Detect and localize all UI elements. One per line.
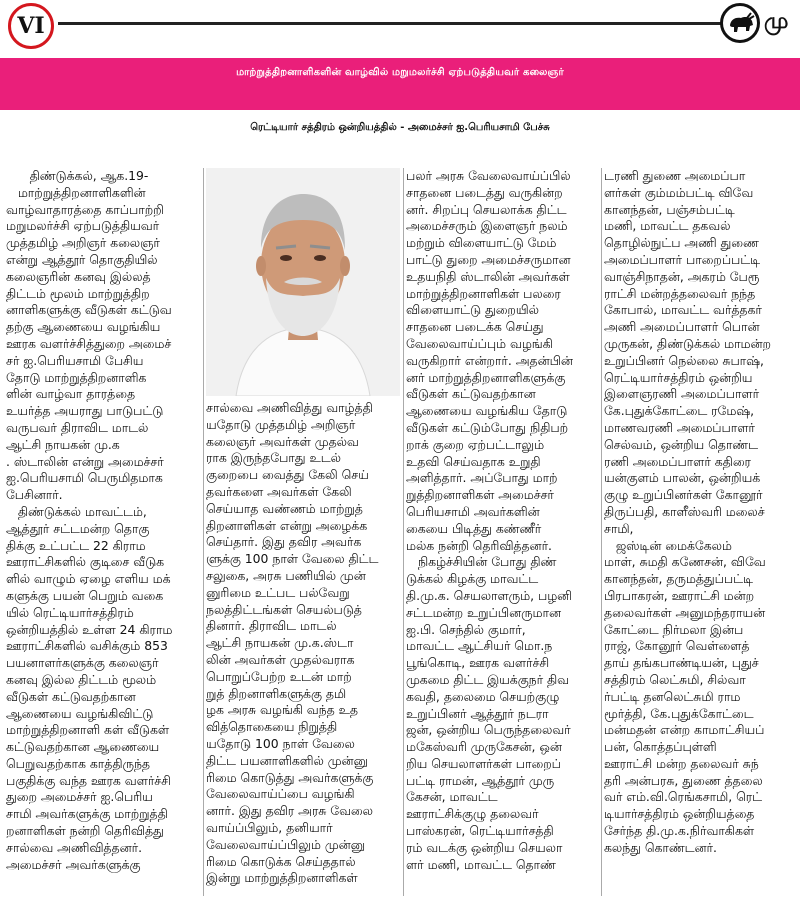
article-line: ஐ.பி. செந்தில் குமார், [406,621,526,637]
article-line: பேசினார். [6,487,63,503]
article-line: தி.மு.க. செயலாளரும், பழனி [406,587,573,603]
article-line: வித்தொகையை நிறுத்தி [206,719,338,735]
article-line: பொறுப்பேற்ற உடன் மாற் [206,668,352,684]
column-divider [203,168,204,896]
article-line: உதயநிதி ஸ்டாலின் அவர்கள் [406,268,570,284]
article-line: னார். இது தவிர அரசு வேலை [206,803,373,819]
article-line: மகேஸ்வரி முருகேசன், ஒன் [406,739,562,755]
article-line: பகுதிக்கு வந்த ஊரக வளர்ச்சி [6,772,171,788]
article-line: யதோடு முத்தமிழ் அறிஞர் [206,416,356,432]
article-line: தாய் தங்கபாண்டியன், புதுச் [604,655,759,671]
article-line: மணி, மாவட்ட தகவல் [604,218,731,234]
article-line: மன்மதன் என்ற காமாட்சியப் [604,722,765,738]
column-divider [403,168,404,896]
article-line: விளையாட்டு துறையில் [406,302,539,318]
article-line: கோட்டை நிர்மலா இன்ப [604,621,744,637]
article-line: ஆட்சி நாயகன் மு.க [6,436,120,452]
article-line: திருப்பதி, காளீஸ்வரி மலைச் [604,503,765,519]
article-line: ரிமை கொடுத்து அவர்களுக்கு [206,769,374,785]
article-line: பயனாளர்களுக்கு கலைஞர் [6,655,159,671]
article-line: ர்பட்டி தனலெட்சுமி ராம [604,688,741,704]
headline-banner [0,58,800,110]
article-line: மற்றும் விளையாட்டு மேம் [406,235,557,251]
article-line: மாவட்ட ஆட்சியர் மொ.ந [406,638,553,654]
minister-portrait [206,168,400,396]
article-line: ஊராட்சிக்குழு தலைவர் [406,806,539,822]
article-column-2 [206,400,402,887]
article-line: வீடுகள் கட்டும்போது நிதிபற் [406,419,569,435]
article-line: யதோடு 100 நாள் வேலை [206,735,355,751]
article-line: அளித்தார். அப்போது மாற் [406,470,558,486]
article-line: கோபால், மாவட்ட வர்த்தகர் [604,302,762,318]
header-rule [58,22,722,25]
article-line: யில் ரெட்டியார்சத்திரம் [6,604,134,620]
article-line: . ஸ்டாலின் என்று அமைச்சர் [6,453,164,469]
article-line: கே.புதுக்கோட்டை ரமேஷ், [604,403,755,419]
article-line: ளில் வாழும் ஏழை எளிய மக் [6,571,171,587]
article-line: ஆட்சி நாயகன் மு.க.ஸ்டா [206,635,354,651]
article-line: ஒன்றியத்தில் உள்ள 24 கிராம [6,621,173,637]
article-line: கவதி, தலைமை செயற்குழு [406,688,560,704]
article-line: ஊராட்சி மன்ற தலைவர் சுந் [604,755,759,771]
article-line: சாமி, [604,520,634,536]
article-line: றுத் திறனாளிகளுக்கு தமி [206,685,347,701]
article-line: திண்டுக்கல், ஆக.19- [6,168,149,183]
article-line: குறைபை வைத்து கேலி செய் [206,467,369,483]
article-line: திறனாளிகள் என்று அழைக்க [206,517,368,533]
article-headline: மாற்றுத்திறனாளிகளின் வாழ்வில் மறுமலர்ச்சி ஏற்படுத்தியவர் கலைஞர் [236,67,564,78]
article-line: கேசன், மாவட்ட [406,789,498,805]
article-line: வர் எம்.வி.ரெங்கசாமி, ரெட் [604,789,763,805]
article-line: ஜன், ஒன்றிய பெருந்தலைவர் [406,722,571,738]
article-line: சாதனை படைக்க செய்து [406,319,544,335]
article-line: ராக இருந்தபோது உடல் [206,450,341,466]
article-line: பலர் அரசு வேலைவாய்ப்பில் [406,168,571,183]
article-line: ஜஸ்டின் மைக்கேலம் [604,537,732,553]
article-line: ஆத்தூர் சட்டமன்ற தொகு [6,520,150,536]
article-subheadline: ரெட்டியார் சத்திரம் ஒன்றியத்தில் - அமைச்சர் ஐ.பெரியசாமி பேச்சு [250,122,550,133]
article-line: மறுமலர்ச்சி ஏற்படுத்தியவர் [6,218,160,234]
article-line: ளர் மணி, மாவட்ட தொண் [406,856,556,872]
article-line: வாய்ப்பிலும், தனியார் [206,819,333,835]
article-line: தற்கு ஆணையை வழங்கிய [6,319,161,335]
article-line: னாளிகளுக்கு வீடுகள் கட்டுவ [6,302,172,318]
article-line: ரம் வடக்கு ஒன்றிய செயலா [406,839,563,855]
article-line: மாற்றுத்திறனாளிகள் பலரை [406,285,561,301]
article-line: ழக அரசு வழங்கி வந்த உத [206,702,358,718]
article-line: மாணவரணி அமைப்பாளர் [604,419,755,435]
article-line: செல்வம், ஒன்றிய தொண்ட [604,436,758,452]
article-line: மாற்றுத்திறனாளி கள் வீடுகள் [6,722,170,738]
article-line: டியார்சத்திரம் ஒன்றியத்தை [604,806,755,822]
article-line: பெறுவதற்காக காத்திருந்த [6,755,150,771]
article-line: நிகழ்ச்சியின் போது திண் [406,554,557,570]
article-line: திண்டுக்கல் மாவட்டம், [6,503,147,519]
article-line: உதவி செய்வதாக உறுதி [406,453,541,469]
article-line: னுரிமை உட்பட பல்வேறு [206,584,350,600]
article-line: இன்று மாற்றுத்திறனாளிகள் [206,870,358,886]
article-line: துறை அமைச்சர் ஐ.பெரிய [6,789,153,805]
article-line: செய்தார். இது தவிர அவர்க [206,534,362,550]
article-line: நலத்திட்டங்கள் செயல்படுத் [206,601,362,617]
article-line: யன்குளம் பாலன், ஒன்றியக் [604,470,761,486]
article-line: சேர்ந்த தி.மு.க.நிர்வாகிகள் [604,823,755,839]
article-line: உறுப்பினர் ஆத்தூர் நடரா [406,705,549,721]
article-line: டுக்கல் கிழக்கு மாவட்ட [406,571,539,587]
article-line: மூர்த்தி, கே.புதுக்கோட்டை [604,705,754,721]
article-line: தொழில்நுட்ப அணி துணை [604,235,759,251]
article-line: முத்தமிழ் அறிஞர் கலைஞர் [6,235,160,251]
article-line: அமைப்பாளர் பாறைப்பட்டி [604,251,760,267]
article-line: சாதனை படைத்து வருகின்ற [406,184,563,200]
article-line: வேலைவாய்ப்பும் வழங்கி [406,335,553,351]
newspaper-brand: மு [764,9,789,34]
article-line: பட்டி ராமன், ஆத்தூர் முரு [406,772,555,788]
article-line: ஆணையை வழங்கிவிட்டு [6,705,154,721]
bull-emblem-icon [720,3,760,43]
article-line: வேலைவாய்ப்பை வழங்கி [206,786,355,802]
article-line: அணி அமைப்பாளர் பொன் [604,319,760,335]
article-line: கனவு இல்ல திட்டம் மூலம் [6,671,157,687]
page-number: VI [17,13,45,39]
article-line: பாட்டு துறை அமைச்சருமான [406,251,571,267]
article-line: றுத்திறனாளிகள் அமைச்சர் [406,487,554,503]
article-line: வருபவர் திராவிட மாடல் [6,419,149,435]
article-line: ரணி அமைப்பாளர் கதிரை [604,453,751,469]
article-line: திட்டம் மூலம் மாற்றுத்திற [6,285,150,301]
article-line: றாக் குறை ஏற்பட்டாலும் [406,436,545,452]
article-line: பாஸ்கரன், ரெட்டியார்சத்தி [406,823,554,839]
article-line: ளின் வாழ்வா தாரத்தை [6,386,136,402]
article-line: சாமி அவர்களுக்கு மாற்றுத்தி [6,806,168,822]
article-line: ராட்சி மன்றத்தலைவர் நந்த [604,285,756,301]
article-line: ஊராட்சிகளில் குடிசை வீடுக [6,554,165,570]
article-line: ளுக்கு 100 நாள் வேலை திட்ட [206,551,379,567]
article-line: பிரபாகரன், ஊராட்சி மன்ற [604,587,755,603]
article-line: கலந்து கொண்டனர். [604,839,717,855]
article-line: வருகிறார் என்றார். அதன்பின் [406,352,573,368]
article-line: வீடுகள் கட்டுவதற்கான [406,386,536,402]
article-line: பூங்கொடி, ஊரக வளர்ச்சி [406,655,550,671]
article-line: முருகன், திண்டுக்கல் மாமன்ற [604,335,771,351]
article-column-4 [604,168,798,857]
article-line: பெரியசாமி அவர்களின் [406,503,540,519]
article-line: சால்வை அணிவித்து வாழ்த்தி [206,400,373,415]
article-line: கட்டுவதற்கான ஆணையை [6,739,160,755]
article-line: திட்ட பயனாளிகளில் முன்னு [206,752,368,768]
article-line: அமைச்சரும் இளைஞர் நலம் [406,218,568,234]
article-line: ரிமை கொடுக்க செய்ததால் [206,853,356,869]
article-line: குழு உறுப்பினர்கள் கோனூர் [604,487,763,503]
page-number-badge [8,3,54,49]
article-line: களுக்கு பயன் பெறும் வகை [6,587,164,603]
article-line: மாள், சுமதி கணேசன், விவே [604,554,766,570]
article-line: என்று ஆத்தூர் தொகுதியில் [6,251,158,267]
article-line: தோடு மாற்றுத்திறனாளிக [6,369,147,385]
article-line: டரணி துணை அமைப்பா [604,168,746,183]
article-line: சத்திரம் லெட்சுமி, சில்வா [604,671,746,687]
article-line: ஊரக வளர்ச்சித்துறை அமைச் [6,335,172,351]
article-line: ஐ.பெரியசாமி பெருமிதமாக [6,470,163,486]
article-line: சர் ஐ.பெரியசாமி பேசிய [6,352,144,368]
article-line: சட்டமன்ற உறுப்பினருமான [406,604,562,620]
article-line: இளைஞரணி அமைப்பாளர் [604,386,760,402]
article-column-3 [406,168,600,873]
article-line: சலுகை, அரசு பணியில் முன் [206,567,366,583]
article-line: உறுப்பினர் நெல்லை சுபாஷ், [604,352,764,368]
article-line: மாற்றுத்திறனாளிகளின் [6,184,146,200]
article-line: கானந்தன், பஞ்சம்பட்டி [604,201,735,217]
article-line: ஆணையை வழங்கிய தோடு [406,403,568,419]
article-column-1 [6,168,202,873]
article-line: ளர்கள் கும்மம்பட்டி விவே [604,184,754,200]
column-divider [601,168,602,896]
article-line: தினார். திராவிட மாடல் [206,618,337,634]
article-line: கையை பிடித்து கண்ணீர் [406,520,542,536]
article-line: தவர்களை அவர்கள் கேலி [206,483,352,499]
article-line: வேலைவாய்ப்பிலும் முன்னு [206,836,365,852]
article-line: தலைவர்கள் அனுமந்தராயன் [604,604,766,620]
page-header [0,0,800,56]
article-line: னர் மாற்றுத்திறனாளிகளுக்கு [406,369,566,385]
article-line: ஊராட்சிகளில் வசிக்கும் 853 [6,638,168,654]
article-line: செய்யாத வண்ணம் மாற்றுத் [206,500,363,516]
article-line: மல்க நன்றி தெரிவித்தனர். [406,537,552,553]
article-line: ராஜ், கோனூர் வெள்ளைத் [604,638,750,654]
article-line: றனாளிகள் நன்றி தெரிவித்து [6,823,164,839]
article-line: றிய செயலாளர்கள் பாறைப் [406,755,561,771]
article-line: தரி அன்பரசு, துணை த்தலை [604,772,763,788]
article-line: னர். சிறப்பு செயலாக்க திட்ட [406,201,567,217]
article-line: கலைஞர் அவர்கள் முதல்வ [206,433,359,449]
article-line: முகமை திட்ட இயக்குநர் திவ [406,671,570,687]
article-line: பன், கொத்தப்புள்ளி [604,739,717,755]
article-line: கானந்தன், தருமத்துப்பட்டி [604,571,753,587]
article-line: ரெட்டியார்சத்திரம் ஒன்றிய [604,369,753,385]
article-line: வாழ்வாதாரத்தை காப்பாற்றி [6,201,164,217]
article-line: கலைஞரின் கனவு இல்லத் [6,268,151,284]
article-line: திக்கு உட்பட்ட 22 கிராம [6,537,146,553]
article-line: லின் அவர்கள் முதல்வராக [206,651,355,667]
article-line: வீடுகள் கட்டுவதற்கான [6,688,136,704]
article-line: அமைச்சர் அவர்களுக்கு [6,856,141,872]
article-line: சால்வை அணிவித்தனர். [6,839,143,855]
article-line: வாஞ்சிநாதன், அகரம் பேரூ [604,268,760,284]
article-line: உயர்த்த அயராது பாடுபட்டு [6,403,164,419]
